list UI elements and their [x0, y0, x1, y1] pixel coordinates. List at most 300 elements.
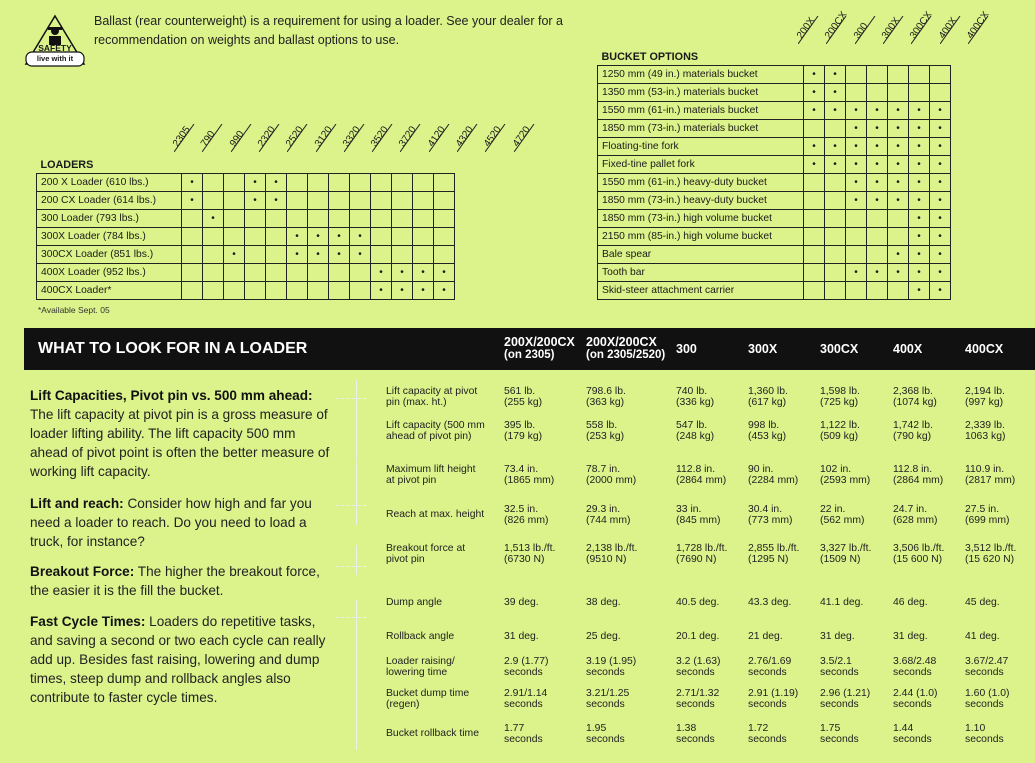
bucket-cell: •	[846, 192, 867, 210]
header-slash	[400, 124, 426, 157]
bucket-row-label: 1850 mm (73-in.) materials bucket	[598, 120, 804, 138]
spec-label	[386, 544, 498, 565]
bucket-cell: •	[888, 246, 909, 264]
spec-value-line1: 3.5/2.1	[820, 656, 852, 667]
spec-value-line1: 3.21/1.25	[586, 688, 630, 699]
loaders-cell	[224, 174, 245, 192]
column-header	[748, 343, 777, 356]
bucket-cell	[804, 174, 825, 192]
spec-value	[893, 632, 928, 643]
loaders-cell	[392, 192, 413, 210]
bucket-row-label: 1550 mm (61-in.) materials bucket	[598, 102, 804, 120]
bracket-lift-reach	[356, 463, 367, 525]
spec-value	[893, 657, 936, 678]
spec-value-line2: seconds	[820, 666, 859, 678]
spec-value	[504, 421, 542, 442]
spec-value-line2: seconds	[676, 733, 715, 745]
bucket-cell: •	[909, 228, 930, 246]
spec-value	[676, 387, 714, 408]
spec-value-line1: 2.44 (1.0)	[893, 688, 938, 699]
spec-label-line2: pivot pin	[386, 553, 425, 565]
bucket-cell	[888, 282, 909, 300]
bucket-row-label: 1850 mm (73-in.) high volume bucket	[598, 210, 804, 228]
bucket-cell: •	[909, 192, 930, 210]
spec-value	[893, 598, 928, 609]
bracket-tick	[336, 505, 366, 506]
loaders-cell	[413, 174, 434, 192]
spec-value-line1: 998 lb.	[748, 420, 780, 431]
bucket-row	[598, 228, 951, 246]
spec-value	[965, 689, 1009, 710]
model-header: 300	[851, 21, 871, 41]
spec-value-line1: 3.67/2.47	[965, 656, 1009, 667]
spec-value-line2: seconds	[748, 733, 787, 745]
spec-label-line2: lowering time	[386, 666, 448, 678]
header-slash	[259, 124, 285, 157]
spec-value-line1: 102 in.	[820, 464, 852, 475]
header-slash	[372, 124, 398, 157]
bucket-cell: •	[846, 156, 867, 174]
spec-value-line1: 2,855 lb./ft.	[748, 543, 800, 554]
spec-value-line1: 1,122 lb.	[820, 420, 860, 431]
spec-value-line1: 25 deg.	[586, 631, 621, 642]
feature-text: The higher the breakout force, the easier it is the fill the bucket.	[30, 564, 320, 598]
column-header-line1: 400X	[893, 342, 923, 356]
spec-value	[820, 657, 859, 678]
spec-value-line1: 43.3 deg.	[748, 597, 792, 608]
loaders-cell: •	[392, 282, 413, 300]
spec-value	[893, 465, 943, 486]
bucket-cell	[846, 228, 867, 246]
bucket-cell: •	[930, 192, 951, 210]
loaders-title: LOADERS	[37, 156, 455, 174]
loaders-cell	[182, 246, 203, 264]
spec-value	[820, 421, 860, 442]
spec-value-line1: 41.1 deg.	[820, 597, 864, 608]
bucket-cell: •	[804, 84, 825, 102]
feature-title: Fast Cycle Times:	[30, 614, 146, 629]
model-header: 3120	[312, 124, 335, 149]
loaders-row	[37, 228, 455, 246]
spec-value	[676, 598, 719, 609]
spec-value-line1: 2.91/1.14	[504, 688, 548, 699]
spec-value-line1: 1,728 lb./ft.	[676, 543, 728, 554]
feature-description	[30, 494, 335, 551]
spec-value-line2: (699 mm)	[965, 514, 1010, 526]
spec-value	[504, 657, 548, 678]
bucket-cell	[846, 210, 867, 228]
bucket-cell	[804, 192, 825, 210]
spec-value	[504, 387, 542, 408]
loaders-cell: •	[413, 264, 434, 282]
spec-value	[676, 544, 727, 565]
bracket-breakout	[356, 545, 367, 575]
loaders-cell	[245, 228, 266, 246]
spec-value	[586, 632, 621, 643]
loaders-table	[36, 156, 455, 300]
spec-value-line1: 1,598 lb.	[820, 386, 860, 397]
spec-value-line2: (845 mm)	[676, 514, 721, 526]
bucket-row-label: Tooth bar	[598, 264, 804, 282]
spec-label-line1: Breakout force at	[386, 543, 466, 554]
model-header: 4120	[425, 124, 448, 149]
bucket-cell	[804, 228, 825, 246]
spec-value-line2: (2000 mm)	[586, 474, 637, 486]
spec-value	[965, 598, 1000, 609]
loaders-row-label: 300X Loader (784 lbs.)	[37, 228, 182, 246]
bucket-row	[598, 120, 951, 138]
bucket-cell: •	[825, 156, 846, 174]
spec-value-line2: (997 kg)	[965, 396, 1004, 408]
spec-label	[386, 729, 498, 740]
loaders-cell	[203, 264, 224, 282]
bucket-cell	[930, 66, 951, 84]
spec-value	[893, 421, 933, 442]
spec-label-line2: (regen)	[386, 698, 420, 710]
spec-value-line1: 32.5 in.	[504, 504, 539, 515]
spec-label-line1: Reach at max. height	[386, 509, 485, 520]
header-slash	[826, 16, 852, 49]
loaders-cell	[392, 228, 413, 246]
loaders-cell	[203, 282, 224, 300]
column-header	[586, 336, 665, 362]
bucket-cell	[888, 66, 909, 84]
spec-value-line1: 41 deg.	[965, 631, 1000, 642]
bucket-cell: •	[888, 192, 909, 210]
spec-value	[504, 632, 539, 643]
bucket-cell	[888, 228, 909, 246]
bucket-cell: •	[930, 228, 951, 246]
loaders-cell	[245, 282, 266, 300]
spec-label	[386, 421, 498, 442]
loaders-cell: •	[329, 228, 350, 246]
loaders-cell	[371, 228, 392, 246]
spec-label	[386, 657, 498, 678]
header-slash	[344, 124, 370, 157]
spec-value-line1: 561 lb.	[504, 386, 536, 397]
spec-value-line2: seconds	[893, 698, 932, 710]
spec-value	[820, 544, 871, 565]
bucket-cell	[804, 246, 825, 264]
bucket-cell	[867, 84, 888, 102]
loaders-cell	[266, 264, 287, 282]
spec-value-line2: seconds	[820, 733, 859, 745]
bucket-row-label: 1350 mm (53-in.) materials bucket	[598, 84, 804, 102]
model-header: 2305	[170, 124, 193, 149]
spec-value-line1: 31 deg.	[504, 631, 539, 642]
bucket-cell: •	[804, 138, 825, 156]
feature-title: Breakout Force:	[30, 564, 135, 579]
loaders-cell: •	[308, 228, 329, 246]
spec-value-line2: (6730 N)	[504, 553, 545, 565]
bucket-cell	[804, 210, 825, 228]
bucket-row-label: Floating-tine fork	[598, 138, 804, 156]
spec-value-line1: 39 deg.	[504, 597, 539, 608]
loaders-cell	[287, 282, 308, 300]
spec-value-line2: (255 kg)	[504, 396, 543, 408]
spec-value-line2: seconds	[965, 698, 1004, 710]
spec-value-line1: 2.91 (1.19)	[748, 688, 799, 699]
loaders-cell: •	[371, 282, 392, 300]
spec-value-line2: seconds	[676, 666, 715, 678]
spec-value-line2: seconds	[893, 666, 932, 678]
model-header: 200X	[794, 15, 818, 42]
bucket-cell: •	[909, 210, 930, 228]
spec-value-line1: 78.7 in.	[586, 464, 621, 475]
bucket-cell	[909, 66, 930, 84]
spec-value-line2: (562 mm)	[820, 514, 865, 526]
loaders-cell	[203, 192, 224, 210]
spec-value-line1: 21 deg.	[748, 631, 783, 642]
bucket-cell	[867, 282, 888, 300]
spec-value	[820, 632, 855, 643]
loaders-cell	[308, 210, 329, 228]
availability-footnote: *Available Sept. 05	[38, 305, 110, 315]
loaders-row	[37, 174, 455, 192]
bucket-cell: •	[930, 264, 951, 282]
spec-label	[386, 510, 498, 521]
loaders-cell: •	[224, 246, 245, 264]
bucket-cell: •	[888, 264, 909, 282]
bucket-cell	[846, 282, 867, 300]
spec-value-line1: 2.71/1.32	[676, 688, 720, 699]
loaders-cell	[287, 174, 308, 192]
loaders-cell	[329, 174, 350, 192]
column-header-line1: 200X/200CX	[586, 335, 657, 349]
bucket-cell: •	[846, 120, 867, 138]
spec-value	[820, 724, 859, 745]
safety-logo	[24, 14, 86, 68]
bucket-cell: •	[888, 156, 909, 174]
loaders-cell	[434, 192, 455, 210]
spec-value	[965, 544, 1016, 565]
spec-value	[893, 544, 944, 565]
loaders-title-row	[37, 156, 455, 174]
spec-value-line2: (2864 mm)	[676, 474, 727, 486]
spec-value	[748, 657, 791, 678]
loaders-cell: •	[329, 246, 350, 264]
spec-value-line1: 1.44	[893, 723, 914, 734]
loaders-cell: •	[287, 246, 308, 264]
loaders-cell	[203, 174, 224, 192]
loaders-cell: •	[245, 174, 266, 192]
spec-value-line1: 31 deg.	[820, 631, 855, 642]
spec-value	[504, 598, 539, 609]
loaders-cell: •	[287, 228, 308, 246]
spec-value	[893, 724, 932, 745]
loaders-cell: •	[350, 228, 371, 246]
loaders-cell	[329, 282, 350, 300]
loaders-cell	[266, 282, 287, 300]
spec-value-line2: (2593 mm)	[820, 474, 871, 486]
bucket-row-label: 1250 mm (49 in.) materials bucket	[598, 66, 804, 84]
bucket-cell	[867, 66, 888, 84]
spec-label-line2: pin (max. ht.)	[386, 396, 447, 408]
spec-value	[676, 657, 720, 678]
model-header: 4720	[510, 124, 533, 149]
bucket-cell	[846, 246, 867, 264]
bucket-cell: •	[930, 120, 951, 138]
spec-value-line1: 798.6 lb.	[586, 386, 626, 397]
spec-value-line1: 30.4 in.	[748, 504, 783, 515]
spec-value-line2: (773 mm)	[748, 514, 793, 526]
loaders-row	[37, 246, 455, 264]
model-header: 200CX	[823, 9, 850, 42]
bucket-cell: •	[930, 282, 951, 300]
bucket-row-label: 2150 mm (85-in.) high volume bucket	[598, 228, 804, 246]
loaders-cell	[224, 282, 245, 300]
bucket-cell	[804, 264, 825, 282]
bucket-cell	[804, 120, 825, 138]
loaders-cell	[371, 174, 392, 192]
bucket-cell	[867, 210, 888, 228]
spec-value-line2: seconds	[748, 698, 787, 710]
bucket-cell: •	[867, 264, 888, 282]
bucket-row	[598, 192, 951, 210]
spec-value	[586, 657, 636, 678]
spec-value	[586, 387, 626, 408]
loaders-cell	[350, 192, 371, 210]
spec-value-line1: 40.5 deg.	[676, 597, 720, 608]
bucket-cell	[930, 84, 951, 102]
loaders-row	[37, 282, 455, 300]
bucket-row	[598, 246, 951, 264]
spec-value	[748, 724, 787, 745]
spec-value-line1: 22 in.	[820, 504, 846, 515]
spec-value-line1: 27.5 in.	[965, 504, 1000, 515]
spec-value	[676, 465, 726, 486]
loaders-cell	[413, 210, 434, 228]
spec-value-line1: 2.76/1.69	[748, 656, 792, 667]
loaders-cell: •	[434, 282, 455, 300]
spec-value	[676, 421, 714, 442]
loaders-cell	[245, 246, 266, 264]
loaders-cell: •	[350, 246, 371, 264]
model-header: 3720	[397, 124, 420, 149]
spec-label-line2: at pivot pin	[386, 474, 437, 486]
bucket-cell: •	[909, 120, 930, 138]
spec-value-line1: 2,368 lb.	[893, 386, 933, 397]
bucket-cell: •	[888, 120, 909, 138]
loaders-cell	[371, 210, 392, 228]
bucket-cell	[825, 246, 846, 264]
header-slash	[514, 124, 540, 157]
loaders-cell	[371, 192, 392, 210]
spec-value	[965, 657, 1008, 678]
spec-label	[386, 632, 498, 643]
feature-title: Lift Capacities, Pivot pin vs. 500 mm ahead:	[30, 388, 313, 403]
header-slash	[457, 124, 483, 157]
spec-value-line2: (179 kg)	[504, 430, 543, 442]
spec-value-line2: (248 kg)	[676, 430, 715, 442]
bucket-cell	[846, 66, 867, 84]
bucket-cell: •	[909, 282, 930, 300]
spec-value	[676, 724, 715, 745]
bucket-title: BUCKET OPTIONS	[598, 48, 951, 66]
bucket-cell: •	[888, 174, 909, 192]
loaders-cell	[224, 210, 245, 228]
spec-value-line2: (15 600 N)	[893, 553, 943, 565]
loaders-cell	[266, 246, 287, 264]
bucket-cell: •	[867, 120, 888, 138]
spec-value-line2: (2284 mm)	[748, 474, 799, 486]
loaders-row-label: 400CX Loader*	[37, 282, 182, 300]
spec-value	[965, 387, 1005, 408]
bucket-cell	[867, 228, 888, 246]
spec-label-line1: Bucket rollback time	[386, 728, 479, 739]
loaders-cell	[182, 264, 203, 282]
spec-value	[748, 465, 798, 486]
spec-value-line1: 3.19 (1.95)	[586, 656, 637, 667]
bucket-cell: •	[867, 138, 888, 156]
model-header: 2320	[255, 124, 278, 149]
bucket-cell	[888, 210, 909, 228]
loaders-cell	[308, 264, 329, 282]
header-slash	[485, 124, 511, 157]
spec-value	[748, 598, 791, 609]
column-header	[820, 343, 858, 356]
spec-value	[586, 724, 625, 745]
spec-value	[676, 505, 720, 526]
spec-value-line2: (617 kg)	[748, 396, 787, 408]
spec-value-line1: 2,194 lb.	[965, 386, 1005, 397]
bucket-row-label: 1850 mm (73-in.) heavy-duty bucket	[598, 192, 804, 210]
header-slash	[316, 124, 342, 157]
spec-value-line1: 1.38	[676, 723, 697, 734]
bucket-row	[598, 210, 951, 228]
model-header: 3520	[369, 124, 391, 149]
spec-value-line1: 1.72	[748, 723, 769, 734]
spec-value-line1: 1,513 lb./ft.	[504, 543, 556, 554]
bucket-cell	[825, 192, 846, 210]
spec-value-line2: (336 kg)	[676, 396, 715, 408]
loaders-cell	[413, 228, 434, 246]
spec-value	[748, 689, 798, 710]
spec-value	[748, 387, 788, 408]
bucket-cell: •	[930, 246, 951, 264]
spec-value-line1: 1.75	[820, 723, 841, 734]
spec-value-line1: 29.3 in.	[586, 504, 621, 515]
bucket-row-label: Fixed-tine pallet fork	[598, 156, 804, 174]
loaders-row-label: 400X Loader (952 lbs.)	[37, 264, 182, 282]
loaders-cell: •	[203, 210, 224, 228]
spec-label-line1: Rollback angle	[386, 631, 455, 642]
bucket-row-label: Bale spear	[598, 246, 804, 264]
bucket-cell	[825, 120, 846, 138]
header-slash	[798, 16, 824, 49]
header-slash	[855, 16, 881, 49]
spec-value-line1: 2.9 (1.77)	[504, 656, 549, 667]
spec-value-line2: (1509 N)	[820, 553, 861, 565]
spec-value-line1: 112.8 in.	[893, 464, 933, 475]
spec-value-line2: seconds	[893, 733, 932, 745]
bucket-cell: •	[846, 138, 867, 156]
loaders-cell: •	[371, 264, 392, 282]
spec-value	[893, 689, 937, 710]
loaders-cell	[224, 228, 245, 246]
loaders-cell	[245, 264, 266, 282]
bucket-cell: •	[804, 156, 825, 174]
column-header-line1: 400CX	[965, 342, 1004, 356]
bucket-cell: •	[888, 102, 909, 120]
spec-label-line1: Lift capacity (500 mm	[386, 420, 485, 431]
spec-value	[748, 632, 783, 643]
bucket-cell: •	[930, 138, 951, 156]
spec-value	[820, 598, 863, 609]
spec-value	[504, 724, 543, 745]
spec-value	[893, 387, 937, 408]
spec-value	[504, 465, 554, 486]
